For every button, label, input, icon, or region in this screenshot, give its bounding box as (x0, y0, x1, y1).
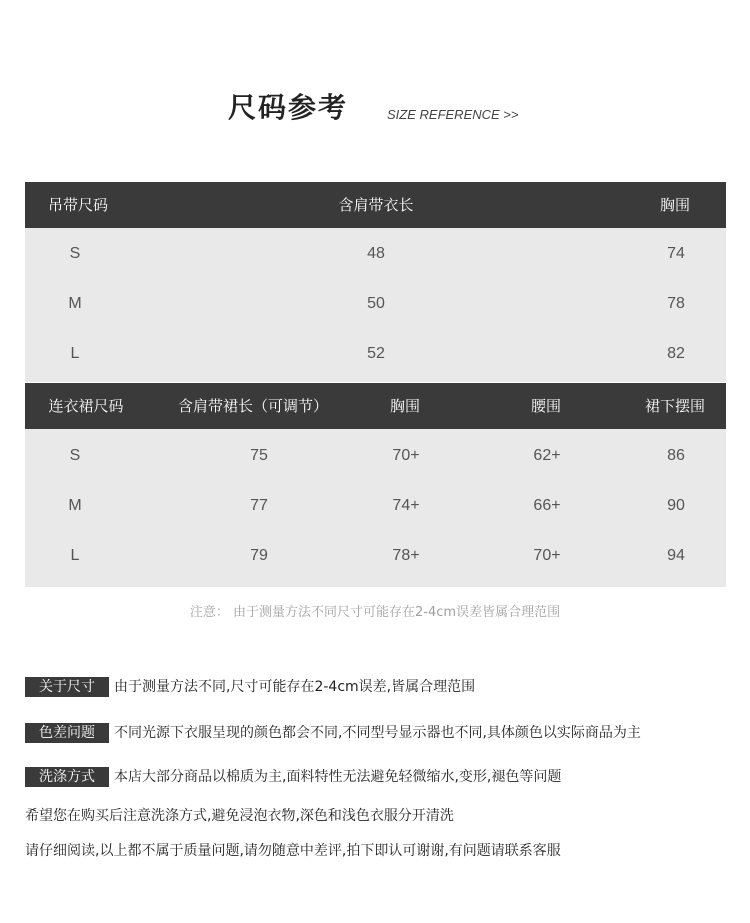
table-cell: 78+ (392, 547, 420, 564)
table-cell: 77 (250, 497, 268, 514)
table-row (25, 279, 726, 329)
info-text: 由于测量方法不同,尺寸可能存在2-4cm误差,皆属合理范围 (114, 679, 476, 695)
camisole-size-table (25, 182, 726, 382)
table-cell: 62+ (533, 447, 561, 464)
header-cell: 胸围 (659, 196, 691, 214)
table-cell: 70+ (533, 547, 561, 564)
table-cell: S (69, 245, 81, 262)
table-row (25, 431, 726, 481)
page-subtitle: SIZE REFERENCE >> (387, 107, 519, 122)
table-cell: 74+ (392, 497, 420, 514)
table-row (25, 329, 726, 379)
header-cell: 含肩带衣长 (338, 196, 414, 214)
info-text: 不同光源下衣服呈现的颜色都会不同,不同型号显示器也不同,具体颜色以实际商品为主 (114, 725, 641, 741)
table-cell: 78 (667, 295, 685, 312)
read-carefully-notice: 请仔细阅读,以上都不属于质量问题,请勿随意中差评,拍下即认可谢谢,有问题请联系客服 (25, 843, 561, 859)
table-cell: L (70, 547, 80, 564)
info-tag: 色差问题 (25, 723, 109, 743)
info-tag: 洗涤方式 (25, 767, 109, 787)
table-cell: 74 (667, 245, 685, 262)
page-title: 尺码参考 (228, 91, 349, 124)
header-cell: 腰围 (530, 397, 562, 415)
table-cell: S (69, 447, 81, 464)
table-cell: 90 (667, 497, 685, 514)
header-cell: 胸围 (389, 397, 421, 415)
table-cell: 70+ (392, 447, 420, 464)
info-text: 本店大部分商品以棉质为主,面料特性无法避免轻微缩水,变形,褪色等问题 (114, 769, 562, 785)
dress-size-table (25, 383, 726, 587)
table-header (25, 383, 726, 429)
table-cell: M (68, 295, 82, 312)
info-tag: 关于尺寸 (25, 677, 109, 697)
table-row (25, 481, 726, 531)
header-cell: 连衣裙尺码 (48, 397, 124, 415)
table-cell: 94 (667, 547, 685, 564)
header-cell: 裙下摆围 (644, 397, 706, 415)
table-header (25, 182, 726, 228)
table-cell: L (70, 345, 80, 362)
title-block (0, 88, 750, 128)
header-cell: 吊带尺码 (47, 196, 109, 214)
table-cell: 52 (367, 345, 385, 362)
header-cell: 含肩带裙长（可调节） (177, 397, 329, 415)
washing-advice: 希望您在购买后注意洗涤方式,避免浸泡衣物,深色和浅色衣服分开清洗 (25, 808, 454, 824)
table-cell: M (68, 497, 82, 514)
measurement-note: 注意： 由于测量方法不同尺寸可能存在2-4cm误差皆属合理范围 (189, 605, 561, 620)
table-cell: 50 (367, 295, 385, 312)
table-cell: 82 (667, 345, 685, 362)
table-cell: 48 (367, 245, 385, 262)
table-cell: 75 (250, 447, 268, 464)
table-row (25, 531, 726, 581)
table-cell: 79 (250, 547, 268, 564)
table-cell: 66+ (533, 497, 561, 514)
table-row (25, 229, 726, 279)
table-cell: 86 (667, 447, 685, 464)
